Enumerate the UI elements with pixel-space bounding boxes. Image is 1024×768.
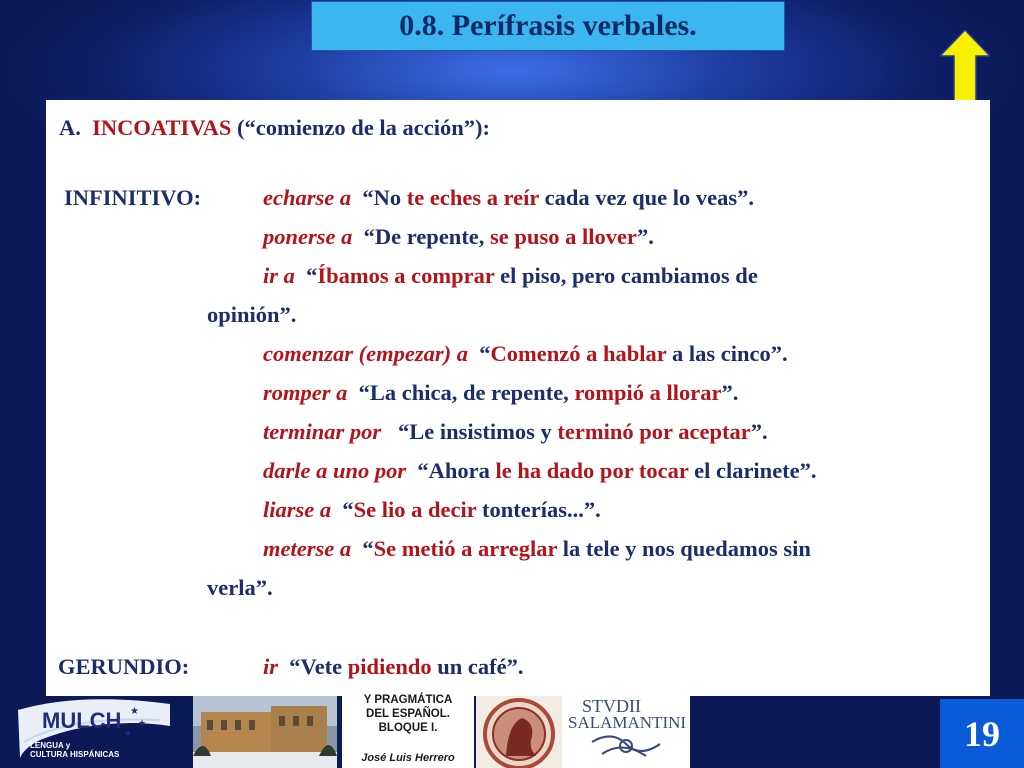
example-line	[263, 418, 768, 446]
example-highlight: Íbamos a comprar	[317, 263, 495, 288]
example-text: cada vez que lo veas”.	[538, 185, 754, 210]
mulch-logo	[10, 696, 178, 762]
example-text: “Ahora	[417, 458, 496, 483]
example-highlight: te eches a reír	[406, 185, 539, 210]
example-line	[263, 340, 788, 368]
example-text: ”.	[636, 224, 654, 249]
example-text: “De repente,	[363, 224, 491, 249]
example-continuation: verla”.	[207, 575, 273, 600]
slide-title-box	[311, 1, 785, 51]
example-text: a las cinco”.	[666, 341, 788, 366]
example-text: “Le insistimos y	[398, 419, 558, 444]
example-text: el piso, pero cambiamos de	[494, 263, 758, 288]
periphrasis-verb: terminar por	[263, 419, 382, 444]
example-highlight: le ha dado por tocar	[495, 458, 689, 483]
svg-text:★: ★	[130, 706, 139, 717]
example-text: la tele y nos quedamos sin	[557, 536, 811, 561]
heading-term: INCOATIVAS	[92, 115, 232, 140]
periphrasis-verb: echarse a	[263, 185, 352, 210]
periphrasis-verb: ponerse a	[263, 224, 353, 249]
periphrasis-verb: comenzar (empezar) a	[263, 341, 468, 366]
svg-text:LENGUA y: LENGUA y	[30, 741, 71, 750]
course-line: DEL ESPAÑOL.	[366, 708, 450, 720]
example-text: “Vete	[289, 654, 348, 679]
example-line	[263, 535, 811, 563]
section-heading	[59, 114, 490, 142]
course-line: Y PRAGMÁTICA	[363, 694, 453, 706]
example-highlight: Se metió a arreglar	[373, 536, 558, 561]
course-info-box	[342, 696, 474, 768]
svg-text:★: ★	[138, 718, 147, 728]
example-text: ”.	[721, 380, 739, 405]
example-line	[263, 223, 654, 251]
example-text: “La chica, de repente,	[358, 380, 575, 405]
example-line	[263, 184, 754, 212]
example-text: tonterías...”.	[476, 497, 601, 522]
example-text: “	[362, 536, 374, 561]
example-text: “	[306, 263, 318, 288]
example-highlight: Se lio a decir	[353, 497, 477, 522]
svg-text:★: ★	[124, 728, 133, 738]
course-line: BLOQUE I.	[378, 722, 438, 734]
example-text: “	[342, 497, 354, 522]
example-line	[263, 653, 523, 681]
example-highlight: terminó por aceptar	[557, 419, 751, 444]
periphrasis-verb: ir a	[263, 263, 295, 288]
heading-rest: (“comienzo de la acción”):	[231, 115, 491, 140]
svg-text:SALAMANTINI: SALAMANTINI	[568, 713, 687, 732]
content-panel	[46, 100, 990, 696]
example-highlight: pidiendo	[347, 654, 432, 679]
gerundio-label: GERUNDIO:	[58, 654, 190, 679]
example-text: “No	[362, 185, 407, 210]
svg-text:STVDII: STVDII	[582, 696, 641, 716]
logo-text: MULCH	[42, 708, 122, 733]
page-number-box	[940, 699, 1024, 768]
university-logo	[562, 696, 690, 768]
periphrasis-verb: romper a	[263, 380, 348, 405]
periphrasis-verb: meterse a	[263, 536, 352, 561]
example-line	[263, 379, 738, 407]
example-continuation: opinión”.	[207, 302, 297, 327]
periphrasis-verb: ir	[263, 654, 279, 679]
building-photo	[193, 696, 337, 768]
periphrasis-verb: darle a uno por	[263, 458, 407, 483]
example-line	[263, 262, 758, 290]
page-number: 19	[964, 713, 1000, 754]
example-highlight: se puso a llover	[490, 224, 637, 249]
svg-text:CULTURA HISPÁNICAS: CULTURA HISPÁNICAS	[30, 750, 120, 759]
author-name: José Luis Herrero	[361, 752, 455, 764]
example-text: el clarinete”.	[688, 458, 817, 483]
example-text: un café”.	[431, 654, 524, 679]
heading-letter: A.	[59, 115, 81, 140]
example-text: ”.	[750, 419, 768, 444]
portrait-medal	[476, 696, 562, 768]
example-line	[263, 496, 601, 524]
example-line	[263, 457, 817, 485]
infinitivo-label: INFINITIVO:	[64, 185, 202, 210]
example-highlight: Comenzó a hablar	[490, 341, 667, 366]
example-text: “	[479, 341, 491, 366]
example-highlight: rompió a llorar	[574, 380, 722, 405]
periphrasis-verb: liarse a	[263, 497, 332, 522]
slide-title: 0.8. Perífrasis verbales.	[399, 9, 697, 42]
